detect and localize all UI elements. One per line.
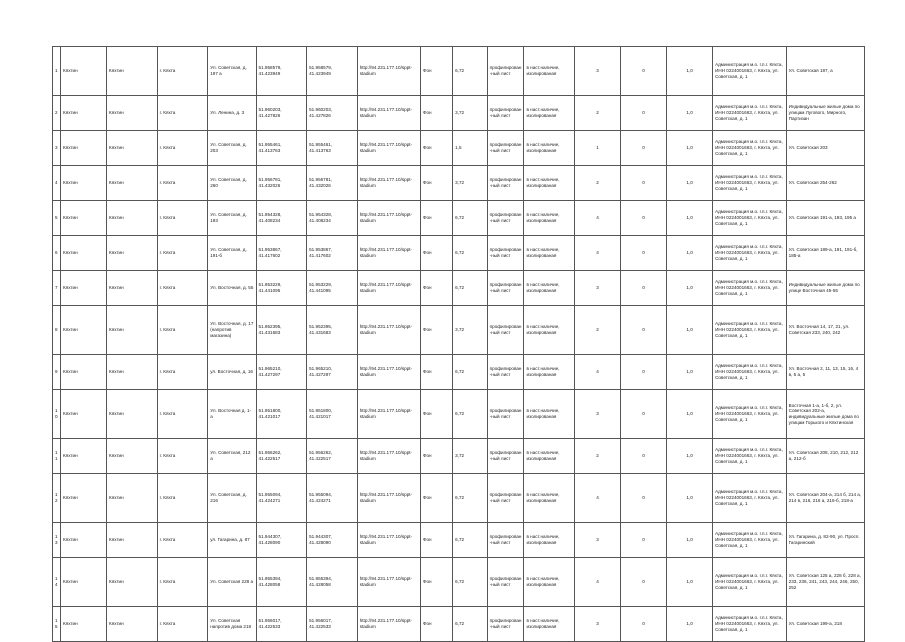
link-cell: http://94.231.177.10/​sppt-stadium <box>357 271 420 306</box>
settlement-name-cell: Кяхтин <box>107 47 158 96</box>
table-row <box>53 390 865 439</box>
link-cell: http://94.231.177.10/​sppt-stadium <box>357 131 420 166</box>
surface-cell: профилирован-ный лист <box>487 439 524 474</box>
base-info-cell: в наст.наличие, изолированая <box>524 558 575 607</box>
coords-b-cell: 51.952395, 41.431683 <box>307 306 358 355</box>
settlement-name-cell: Кяхтин <box>107 201 158 236</box>
link-cell: http://94.231.177.10/​sppt-stadium <box>357 607 420 642</box>
coords-a-cell: 51.956017, 41.422533 <box>256 607 307 642</box>
owner-org-cell: Администрация м.о. г.п.г. Кяхта, ИНН 0224001663, г. Кяхта, ул. Советская, д. 1 <box>713 271 787 306</box>
coords-b-cell: 51.954328, 41.408234 <box>307 201 358 236</box>
area-cell: 6,72 <box>453 607 488 642</box>
container-count-cell: 2 <box>575 166 621 201</box>
link-cell: http://94.231.177.10/​sppt-stadium <box>357 390 420 439</box>
owner-org-cell: Администрация м.о. г.п.г. Кяхта, ИНН 0224001663, г. Кяхта, ул. Советская, д. 1 <box>713 201 787 236</box>
base-info-cell: в наст.наличие, изолированая <box>524 96 575 131</box>
coords-a-cell: 51.955461, 41.413763 <box>256 131 307 166</box>
coords-b-cell: 51.953229, 41.441095 <box>307 271 358 306</box>
row-number-cell: 7 <box>53 271 61 306</box>
capacity-cell: 1,0 <box>667 474 713 523</box>
served-addresses-cell: Ул. Советская 197, а <box>786 47 864 96</box>
coords-a-cell: 51.960203, 41.427826 <box>256 96 307 131</box>
served-addresses-cell: Индивидуальные жилые дома по улицам Лугового, Мирного, Партизан <box>786 96 864 131</box>
volume-cell: 0 <box>621 166 667 201</box>
owner-org-cell: Администрация м.о. г.п.г. Кяхта, ИНН 0224001663, г. Кяхта, ул. Советская, д. 1 <box>713 607 787 642</box>
settlement-name-cell: Кяхтин <box>107 306 158 355</box>
site-type-cell: Фон <box>420 523 452 558</box>
city-name-cell: г. Кяхта <box>157 558 208 607</box>
site-type-cell: Фон <box>420 607 452 642</box>
surface-cell: профилирован-ный лист <box>487 355 524 390</box>
address-cell: Ул. Советская, д. 260 <box>208 166 256 201</box>
row-number-cell: 13 <box>53 523 61 558</box>
base-info-cell: в наст.наличие, изолированая <box>524 271 575 306</box>
coords-a-cell: 51.953867, 41.417602 <box>256 236 307 271</box>
area-cell: 3,72 <box>453 166 488 201</box>
surface-cell: профилирован-ный лист <box>487 47 524 96</box>
coords-b-cell: 51.944307, 41.428090 <box>307 523 358 558</box>
owner-org-cell: Администрация м.о. г.п.г. Кяхта, ИНН 0224001663, г. Кяхта, ул. Советская, д. 1 <box>713 96 787 131</box>
settlement-name-cell: Кяхтин <box>107 271 158 306</box>
table-row <box>53 607 865 642</box>
table-row <box>53 201 865 236</box>
settlement-name-cell: Кяхтин <box>107 390 158 439</box>
settlement-name-cell: Кяхтин <box>107 131 158 166</box>
city-name-cell: г. Кяхта <box>157 47 208 96</box>
site-type-cell: Фон <box>420 236 452 271</box>
volume-cell: 0 <box>621 201 667 236</box>
served-addresses-cell: Ул. Советская 199-а, 218 <box>786 607 864 642</box>
volume-cell: 0 <box>621 47 667 96</box>
address-cell: ул. Восточная, д. 16 <box>208 355 256 390</box>
district-name-cell: Кяхтин <box>61 131 107 166</box>
city-name-cell: г. Кяхта <box>157 474 208 523</box>
container-count-cell: 4 <box>575 474 621 523</box>
link-cell: http://94.231.177.10/​sppt-stadium <box>357 306 420 355</box>
settlement-name-cell: Кяхтин <box>107 474 158 523</box>
table-row <box>53 355 865 390</box>
owner-org-cell: Администрация м.о. г.п.г. Кяхта, ИНН 0224001663, г. Кяхта, ул. Советская, д. 1 <box>713 390 787 439</box>
site-type-cell: Фон <box>420 166 452 201</box>
capacity-cell: 1,0 <box>667 47 713 96</box>
served-addresses-cell: Ул. Советская 254-262 <box>786 166 864 201</box>
surface-cell: профилирован-ный лист <box>487 607 524 642</box>
table-row <box>53 47 865 96</box>
container-count-cell: 4 <box>575 201 621 236</box>
capacity-cell: 1,0 <box>667 390 713 439</box>
coords-a-cell: 51.955094, 41.424271 <box>256 474 307 523</box>
capacity-cell: 1,0 <box>667 355 713 390</box>
coords-a-cell: 51.956262, 41.422517 <box>256 439 307 474</box>
surface-cell: профилирован-ный лист <box>487 271 524 306</box>
owner-org-cell: Администрация м.о. г.п.г. Кяхта, ИНН 0224001663, г. Кяхта, ул. Советская, д. 1 <box>713 355 787 390</box>
surface-cell: профилирован-ный лист <box>487 236 524 271</box>
served-addresses-cell: Ул. Советская 191-а, 193, 195 а <box>786 201 864 236</box>
coords-b-cell: 51.956781, 41.432026 <box>307 166 358 201</box>
container-count-cell: 4 <box>575 558 621 607</box>
base-info-cell: в наст.наличие, изолированая <box>524 474 575 523</box>
area-cell: 6,72 <box>453 201 488 236</box>
link-cell: http://94.231.177.10/​sppt-stadium <box>357 47 420 96</box>
area-cell: 6,72 <box>453 474 488 523</box>
city-name-cell: г. Кяхта <box>157 355 208 390</box>
district-name-cell: Кяхтин <box>61 390 107 439</box>
coords-b-cell: 51.953867, 41.417602 <box>307 236 358 271</box>
row-number-cell: 6 <box>53 236 61 271</box>
surface-cell: профилирован-ный лист <box>487 558 524 607</box>
volume-cell: 0 <box>621 390 667 439</box>
district-name-cell: Кяхтин <box>61 236 107 271</box>
coords-b-cell: 51.956017, 41.422533 <box>307 607 358 642</box>
area-cell: 6,72 <box>453 390 488 439</box>
area-cell: 6,72 <box>453 523 488 558</box>
site-type-cell: Фон <box>420 271 452 306</box>
container-count-cell: 3 <box>575 523 621 558</box>
site-type-cell: Фон <box>420 47 452 96</box>
owner-org-cell: Администрация м.о. г.п.г. Кяхта, ИНН 0224001663, г. Кяхта, ул. Советская, д. 1 <box>713 47 787 96</box>
area-cell: 6,72 <box>453 47 488 96</box>
link-cell: http://94.231.177.10/​sppt-stadium <box>357 474 420 523</box>
container-count-cell: 2 <box>575 96 621 131</box>
owner-org-cell: Администрация м.о. г.п.г. Кяхта, ИНН 0224001663, г. Кяхта, ул. Советская, д. 1 <box>713 306 787 355</box>
link-cell: http://94.231.177.10/​sppt-stadium <box>357 166 420 201</box>
base-info-cell: в наст.наличие, изолированая <box>524 607 575 642</box>
volume-cell: 0 <box>621 355 667 390</box>
base-info-cell: в наст.наличие, изолированая <box>524 166 575 201</box>
container-count-cell: 1 <box>575 131 621 166</box>
served-addresses-cell: Ул. Гагарина, д. 82-90, ул. Просп. Гагаринский <box>786 523 864 558</box>
coords-a-cell: 51.956781, 41.432026 <box>256 166 307 201</box>
capacity-cell: 1,0 <box>667 607 713 642</box>
owner-org-cell: Администрация м.о. г.п.г. Кяхта, ИНН 0224001663, г. Кяхта, ул. Советская, д. 1 <box>713 166 787 201</box>
capacity-cell: 1,0 <box>667 166 713 201</box>
volume-cell: 0 <box>621 131 667 166</box>
site-type-cell: Фон <box>420 558 452 607</box>
container-count-cell: 3 <box>575 607 621 642</box>
address-cell: Ул. Советская, д. 191-б <box>208 236 256 271</box>
district-name-cell: Кяхтин <box>61 355 107 390</box>
city-name-cell: г. Кяхта <box>157 271 208 306</box>
area-cell: 3,72 <box>453 439 488 474</box>
base-info-cell: в наст.наличие, изолированая <box>524 523 575 558</box>
site-type-cell: Фон <box>420 131 452 166</box>
container-count-cell: 3 <box>575 47 621 96</box>
table-row <box>53 271 865 306</box>
surface-cell: профилирован-ный лист <box>487 474 524 523</box>
address-cell: Ул. Советская, 212 а <box>208 439 256 474</box>
row-number-cell: 9 <box>53 355 61 390</box>
capacity-cell: 1,0 <box>667 306 713 355</box>
settlement-name-cell: Кяхтин <box>107 96 158 131</box>
district-name-cell: Кяхтин <box>61 166 107 201</box>
city-name-cell: г. Кяхта <box>157 390 208 439</box>
table-row <box>53 166 865 201</box>
coords-b-cell: 51.958579, 41.423949 <box>307 47 358 96</box>
district-name-cell: Кяхтин <box>61 96 107 131</box>
owner-org-cell: Администрация м.о. г.п.г. Кяхта, ИНН 0224001663, г. Кяхта, ул. Советская, д. 1 <box>713 558 787 607</box>
address-cell: Ул. Советская, д. 203 <box>208 131 256 166</box>
site-type-cell: Фон <box>420 306 452 355</box>
container-count-cell: 2 <box>575 306 621 355</box>
city-name-cell: г. Кяхта <box>157 96 208 131</box>
base-info-cell: в наст.наличие, изолированая <box>524 390 575 439</box>
site-type-cell: Фон <box>420 474 452 523</box>
coords-a-cell: 51.953229, 41.441095 <box>256 271 307 306</box>
coords-b-cell: 51.955461, 41.413763 <box>307 131 358 166</box>
base-info-cell: в наст.наличие, изолированая <box>524 355 575 390</box>
coords-b-cell: 51.956262, 41.422517 <box>307 439 358 474</box>
container-count-cell: 3 <box>575 271 621 306</box>
base-info-cell: в наст.наличие, изолированая <box>524 47 575 96</box>
city-name-cell: г. Кяхта <box>157 166 208 201</box>
coords-a-cell: 51.954328, 41.408234 <box>256 201 307 236</box>
settlement-name-cell: Кяхтин <box>107 236 158 271</box>
settlement-name-cell: Кяхтин <box>107 607 158 642</box>
link-cell: http://94.231.177.10/​sppt-stadium <box>357 96 420 131</box>
table-row <box>53 131 865 166</box>
area-cell: 3,72 <box>453 96 488 131</box>
link-cell: http://94.231.177.10/​sppt-stadium <box>357 355 420 390</box>
volume-cell: 0 <box>621 271 667 306</box>
capacity-cell: 1,0 <box>667 236 713 271</box>
district-name-cell: Кяхтин <box>61 47 107 96</box>
sites-table <box>52 46 865 642</box>
address-cell: ул. Гагарина, д. 87 <box>208 523 256 558</box>
volume-cell: 0 <box>621 439 667 474</box>
container-count-cell: 4 <box>575 355 621 390</box>
table-row <box>53 474 865 523</box>
volume-cell: 0 <box>621 474 667 523</box>
district-name-cell: Кяхтин <box>61 271 107 306</box>
capacity-cell: 1,0 <box>667 558 713 607</box>
surface-cell: профилирован-ный лист <box>487 523 524 558</box>
base-info-cell: в наст.наличие, изолированая <box>524 131 575 166</box>
owner-org-cell: Администрация м.о. г.п.г. Кяхта, ИНН 0224001663, г. Кяхта, ул. Советская, д. 1 <box>713 474 787 523</box>
surface-cell: профилирован-ный лист <box>487 166 524 201</box>
row-number-cell: 14 <box>53 558 61 607</box>
city-name-cell: г. Кяхта <box>157 201 208 236</box>
surface-cell: профилирован-ный лист <box>487 306 524 355</box>
city-name-cell: г. Кяхта <box>157 439 208 474</box>
settlement-name-cell: Кяхтин <box>107 166 158 201</box>
settlement-name-cell: Кяхтин <box>107 439 158 474</box>
address-cell: Ул. Советская, д. 216 <box>208 474 256 523</box>
owner-org-cell: Администрация м.о. г.п.г. Кяхта, ИНН 0224001663, г. Кяхта, ул. Советская, д. 1 <box>713 131 787 166</box>
coords-a-cell: 51.958579, 41.423949 <box>256 47 307 96</box>
district-name-cell: Кяхтин <box>61 201 107 236</box>
link-cell: http://94.231.177.10/​sppt-stadium <box>357 236 420 271</box>
area-cell: 3,72 <box>453 306 488 355</box>
row-number-cell: 15 <box>53 607 61 642</box>
volume-cell: 0 <box>621 96 667 131</box>
site-type-cell: Фон <box>420 439 452 474</box>
row-number-cell: 3 <box>53 131 61 166</box>
table-body <box>53 47 865 642</box>
city-name-cell: г. Кяхта <box>157 523 208 558</box>
district-name-cell: Кяхтин <box>61 439 107 474</box>
served-addresses-cell: Ул. Восточная 14, 17, 21, ул. Советская 233, 240, 242 <box>786 306 864 355</box>
link-cell: http://94.231.177.10/​sppt-stadium <box>357 558 420 607</box>
area-cell: 6,72 <box>453 271 488 306</box>
container-count-cell: 3 <box>575 390 621 439</box>
address-cell: Ул. Советская напротив дома 218 <box>208 607 256 642</box>
row-number-cell: 8 <box>53 306 61 355</box>
volume-cell: 0 <box>621 558 667 607</box>
volume-cell: 0 <box>621 236 667 271</box>
base-info-cell: в наст.наличие, изолированая <box>524 306 575 355</box>
coords-a-cell: 51.955394, 41.428058 <box>256 558 307 607</box>
site-type-cell: Фон <box>420 96 452 131</box>
owner-org-cell: Администрация м.о. г.п.г. Кяхта, ИНН 0224001663, г. Кяхта, ул. Советская, д. 1 <box>713 236 787 271</box>
table-row <box>53 558 865 607</box>
area-cell: 6,72 <box>453 236 488 271</box>
capacity-cell: 1,0 <box>667 201 713 236</box>
volume-cell: 0 <box>621 607 667 642</box>
settlement-name-cell: Кяхтин <box>107 523 158 558</box>
table-row <box>53 236 865 271</box>
city-name-cell: г. Кяхта <box>157 306 208 355</box>
settlement-name-cell: Кяхтин <box>107 355 158 390</box>
table-row <box>53 523 865 558</box>
address-cell: Ул. Восточная, д. 17 (напротив магазина) <box>208 306 256 355</box>
address-cell: Ул. Советская 228 а <box>208 558 256 607</box>
row-number-cell: 10 <box>53 390 61 439</box>
coords-b-cell: 51.960203, 41.427826 <box>307 96 358 131</box>
district-name-cell: Кяхтин <box>61 523 107 558</box>
area-cell: 1,5 <box>453 131 488 166</box>
served-addresses-cell: Ул. Советская 208, 210, 212, 212 а, 212-б <box>786 439 864 474</box>
coords-b-cell: 51.955394, 41.428058 <box>307 558 358 607</box>
city-name-cell: г. Кяхта <box>157 607 208 642</box>
address-cell: Ул. Советская, д. 197 а <box>208 47 256 96</box>
base-info-cell: в наст.наличие, изолированая <box>524 201 575 236</box>
base-info-cell: в наст.наличие, изолированая <box>524 439 575 474</box>
district-name-cell: Кяхтин <box>61 306 107 355</box>
district-name-cell: Кяхтин <box>61 474 107 523</box>
site-type-cell: Фон <box>420 355 452 390</box>
table-row <box>53 306 865 355</box>
area-cell: 6,72 <box>453 355 488 390</box>
capacity-cell: 1,0 <box>667 523 713 558</box>
table-row <box>53 439 865 474</box>
capacity-cell: 1,0 <box>667 131 713 166</box>
district-name-cell: Кяхтин <box>61 558 107 607</box>
link-cell: http://94.231.177.10/​sppt-stadium <box>357 201 420 236</box>
base-info-cell: в наст.наличие, изолированая <box>524 236 575 271</box>
address-cell: Ул. Восточная, д. 55 <box>208 271 256 306</box>
owner-org-cell: Администрация м.о. г.п.г. Кяхта, ИНН 0224001663, г. Кяхта, ул. Советская, д. 1 <box>713 523 787 558</box>
row-number-cell: 11 <box>53 439 61 474</box>
site-type-cell: Фон <box>420 390 452 439</box>
served-addresses-cell: Восточная 1-а, 1-б, 2, ул. Советская 202-а, индивидуальные жилые дома по улицам Горького и Кяхтинская <box>786 390 864 439</box>
served-addresses-cell: Ул. Восточная 2, 11, 13, 15, 16, 4 в, 5 а, 5 <box>786 355 864 390</box>
volume-cell: 0 <box>621 523 667 558</box>
address-cell: Ул. Советская, д. 193 <box>208 201 256 236</box>
link-cell: http://94.231.177.10/​sppt-stadium <box>357 439 420 474</box>
surface-cell: профилирован-ный лист <box>487 201 524 236</box>
settlement-name-cell: Кяхтин <box>107 558 158 607</box>
row-number-cell: 4 <box>53 166 61 201</box>
served-addresses-cell: Ул. Советская 125 а, 228 б, 228 а, 233, 236, 241, 243, 244, 246, 250, 252 <box>786 558 864 607</box>
link-cell: http://94.231.177.10/​sppt-stadium <box>357 523 420 558</box>
site-type-cell: Фон <box>420 201 452 236</box>
capacity-cell: 1,0 <box>667 96 713 131</box>
container-count-cell: 2 <box>575 439 621 474</box>
row-number-cell: 5 <box>53 201 61 236</box>
address-cell: Ул. Восточная д. 1-а <box>208 390 256 439</box>
served-addresses-cell: Индивидуальные жилые дома по улице Восточная 45-55 <box>786 271 864 306</box>
coords-b-cell: 51.955094, 41.424271 <box>307 474 358 523</box>
row-number-cell: 12 <box>53 474 61 523</box>
row-number-cell: 1 <box>53 47 61 96</box>
coords-b-cell: 51.965210, 41.427297 <box>307 355 358 390</box>
volume-cell: 0 <box>621 306 667 355</box>
table-row <box>53 96 865 131</box>
served-addresses-cell: Ул. Советская 203 <box>786 131 864 166</box>
city-name-cell: г. Кяхта <box>157 236 208 271</box>
coords-a-cell: 51.944307, 41.428090 <box>256 523 307 558</box>
surface-cell: профилирован-ный лист <box>487 131 524 166</box>
address-cell: Ул. Ленина, д. 3 <box>208 96 256 131</box>
served-addresses-cell: Ул. Советская 204-а, 214 б, 214 а, 214 в, 216, 216 а, 216-б, 218-а <box>786 474 864 523</box>
area-cell: 6,72 <box>453 558 488 607</box>
coords-b-cell: 51.951800, 41.421017 <box>307 390 358 439</box>
coords-a-cell: 51.951800, 41.421017 <box>256 390 307 439</box>
capacity-cell: 1,0 <box>667 439 713 474</box>
coords-a-cell: 51.965210, 41.427297 <box>256 355 307 390</box>
district-name-cell: Кяхтин <box>61 607 107 642</box>
coords-a-cell: 51.952395, 41.431683 <box>256 306 307 355</box>
surface-cell: профилирован-ный лист <box>487 390 524 439</box>
city-name-cell: г. Кяхта <box>157 131 208 166</box>
owner-org-cell: Администрация м.о. г.п.г. Кяхта, ИНН 0224001663, г. Кяхта, ул. Советская, д. 1 <box>713 439 787 474</box>
row-number-cell: 2 <box>53 96 61 131</box>
capacity-cell: 1,0 <box>667 271 713 306</box>
container-count-cell: 4 <box>575 236 621 271</box>
surface-cell: профилирован-ный лист <box>487 96 524 131</box>
served-addresses-cell: Ул. Советская 189-а, 191, 191-б, 185-а <box>786 236 864 271</box>
